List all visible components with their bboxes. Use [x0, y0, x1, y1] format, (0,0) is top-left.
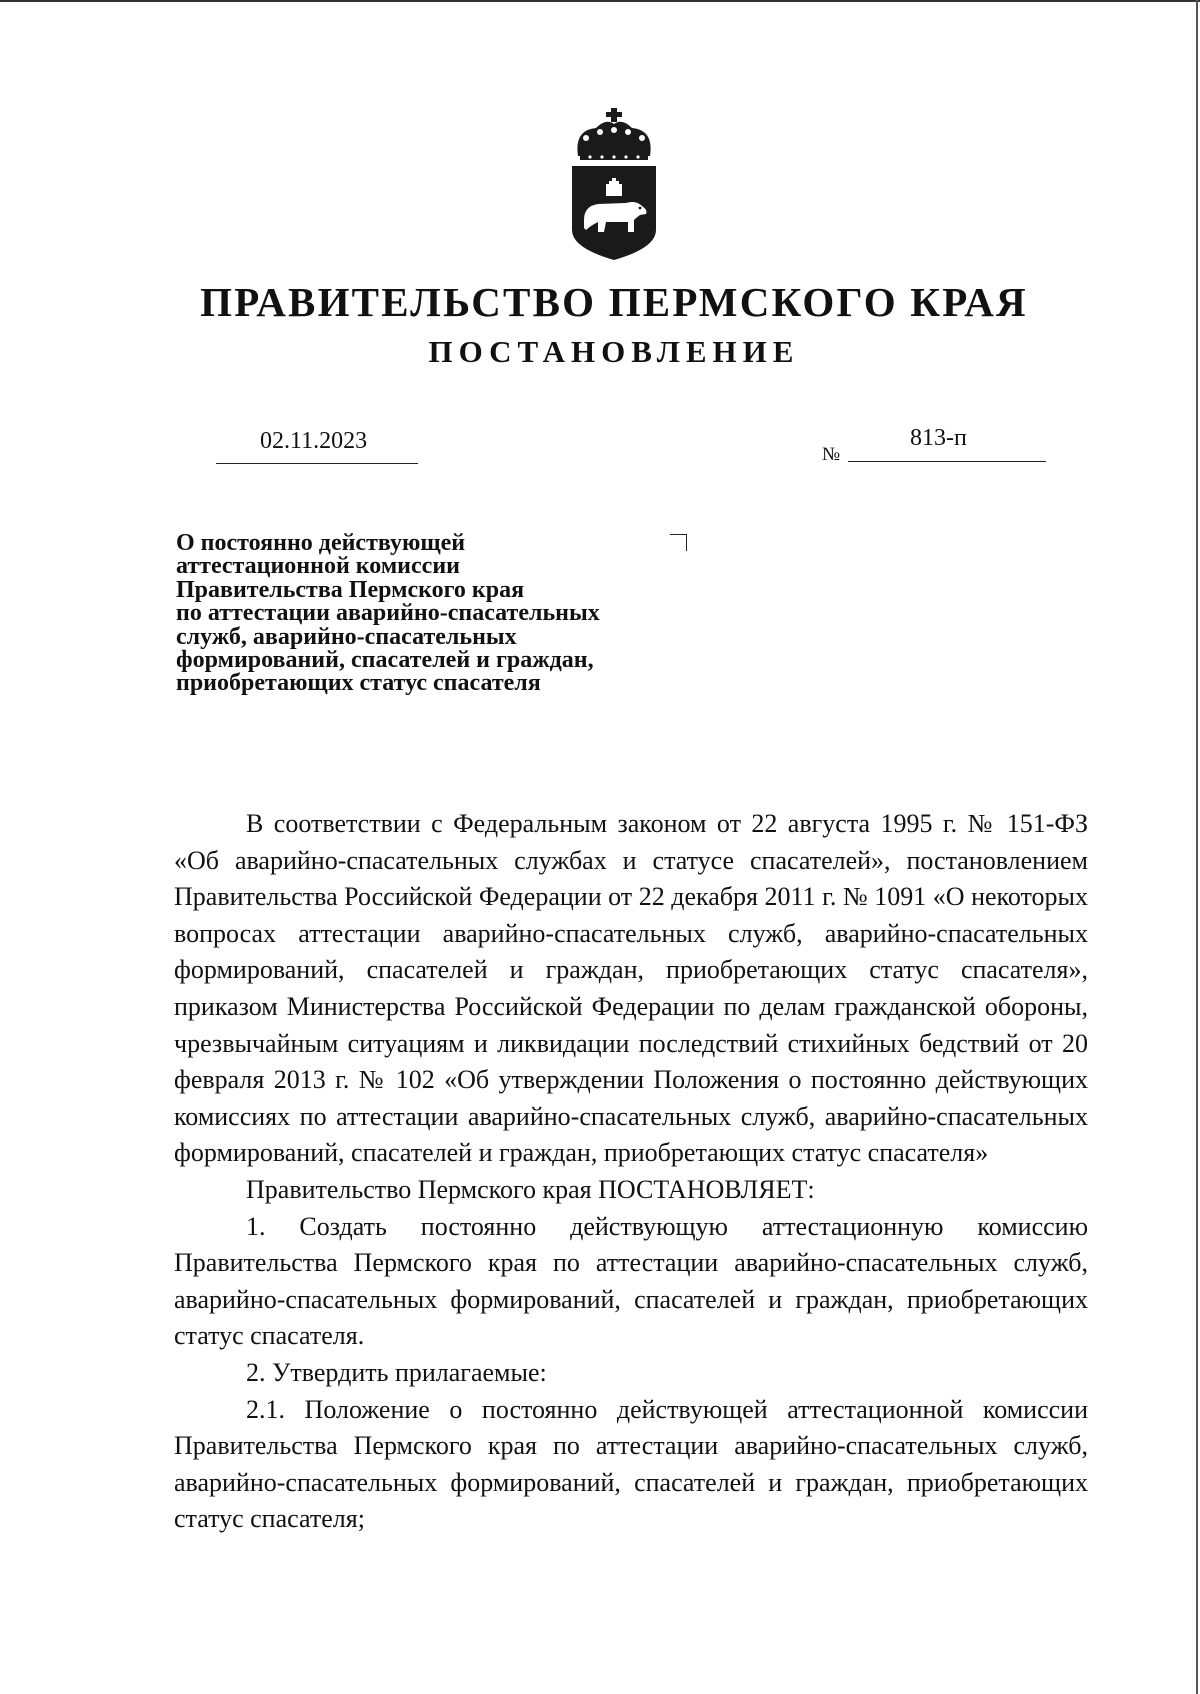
subject-line: Правительства Пермского края: [176, 576, 525, 603]
item-2-1-paragraph: 2.1. Положение о постоянно действующей аттестационной комиссии Правительства Пермского края по аттестации аварийно-спасательных служб, аварийно-спасательных формирований, спасателей и граждан, приобретающих статус спасателя;: [174, 1394, 1088, 1534]
document-body: [174, 806, 1088, 1538]
number-label: №: [822, 444, 841, 465]
perm-krai-coat-of-arms-icon: [566, 108, 662, 260]
preamble-paragraph: В соответствии с Федеральным законом от 22 августа 1995 г. № 151-ФЗ «Об аварийно-спасательных службах и статусе спасателей», постановлением Правительства Российской Федерации от 22 декабря 2011 г. № 1091 «О некоторых вопросах аттестации аварийно-спасательных служб, аварийно-спасательных формирований, спасателей и граждан, приобретающих статус спасателя», приказом Министерства Российской Федерации по делам гражданской обороны, чрезвычайным ситуациям и ликвидации последствий стихийных бедствий от 20 февраля 2013 г. № 102 «Об утверждении Положения о постоянно действующих комиссиях по аттестации аварийно-спасательных служб, аварийно-спасательных формирований, спасателей и граждан, приобретающих статус спасателя»: [174, 809, 1088, 1168]
document-subject: [176, 532, 696, 696]
page-top-edge: [0, 0, 1200, 2]
document-date: 02.11.2023: [260, 428, 368, 454]
subject-line: по аттестации аварийно-спасательных: [176, 600, 600, 627]
item-2-paragraph: 2. Утвердить прилагаемые:: [246, 1357, 547, 1387]
subject-line: формирований, спасателей и граждан,: [176, 647, 594, 674]
document-date-field: [216, 428, 418, 464]
subject-line: аттестационной комиссии: [176, 553, 460, 580]
subject-line: приобретающих статус спасателя: [176, 670, 541, 697]
resolves-paragraph: Правительство Пермского края ПОСТАНОВЛЯЕТ:: [246, 1174, 815, 1204]
subject-corner-mark: [670, 534, 687, 551]
organization-title: ПРАВИТЕЛЬСТВО ПЕРМСКОГО КРАЯ: [200, 279, 1028, 325]
item-1-paragraph: 1. Создать постоянно действующую аттестационную комиссию Правительства Пермского края по аттестации аварийно-спасательных служб, аварийно-спасательных формирований, спасателей и граждан, приобретающих статус спасателя.: [174, 1211, 1088, 1351]
document-number: 813-п: [910, 425, 967, 451]
page-right-edge: [1196, 0, 1198, 1694]
document-type: ПОСТАНОВЛЕНИЕ: [428, 334, 800, 369]
document-number-field: [848, 425, 1046, 462]
subject-line: О постоянно действующей: [176, 530, 466, 556]
subject-line: служб, аварийно-спасательных: [176, 623, 517, 650]
